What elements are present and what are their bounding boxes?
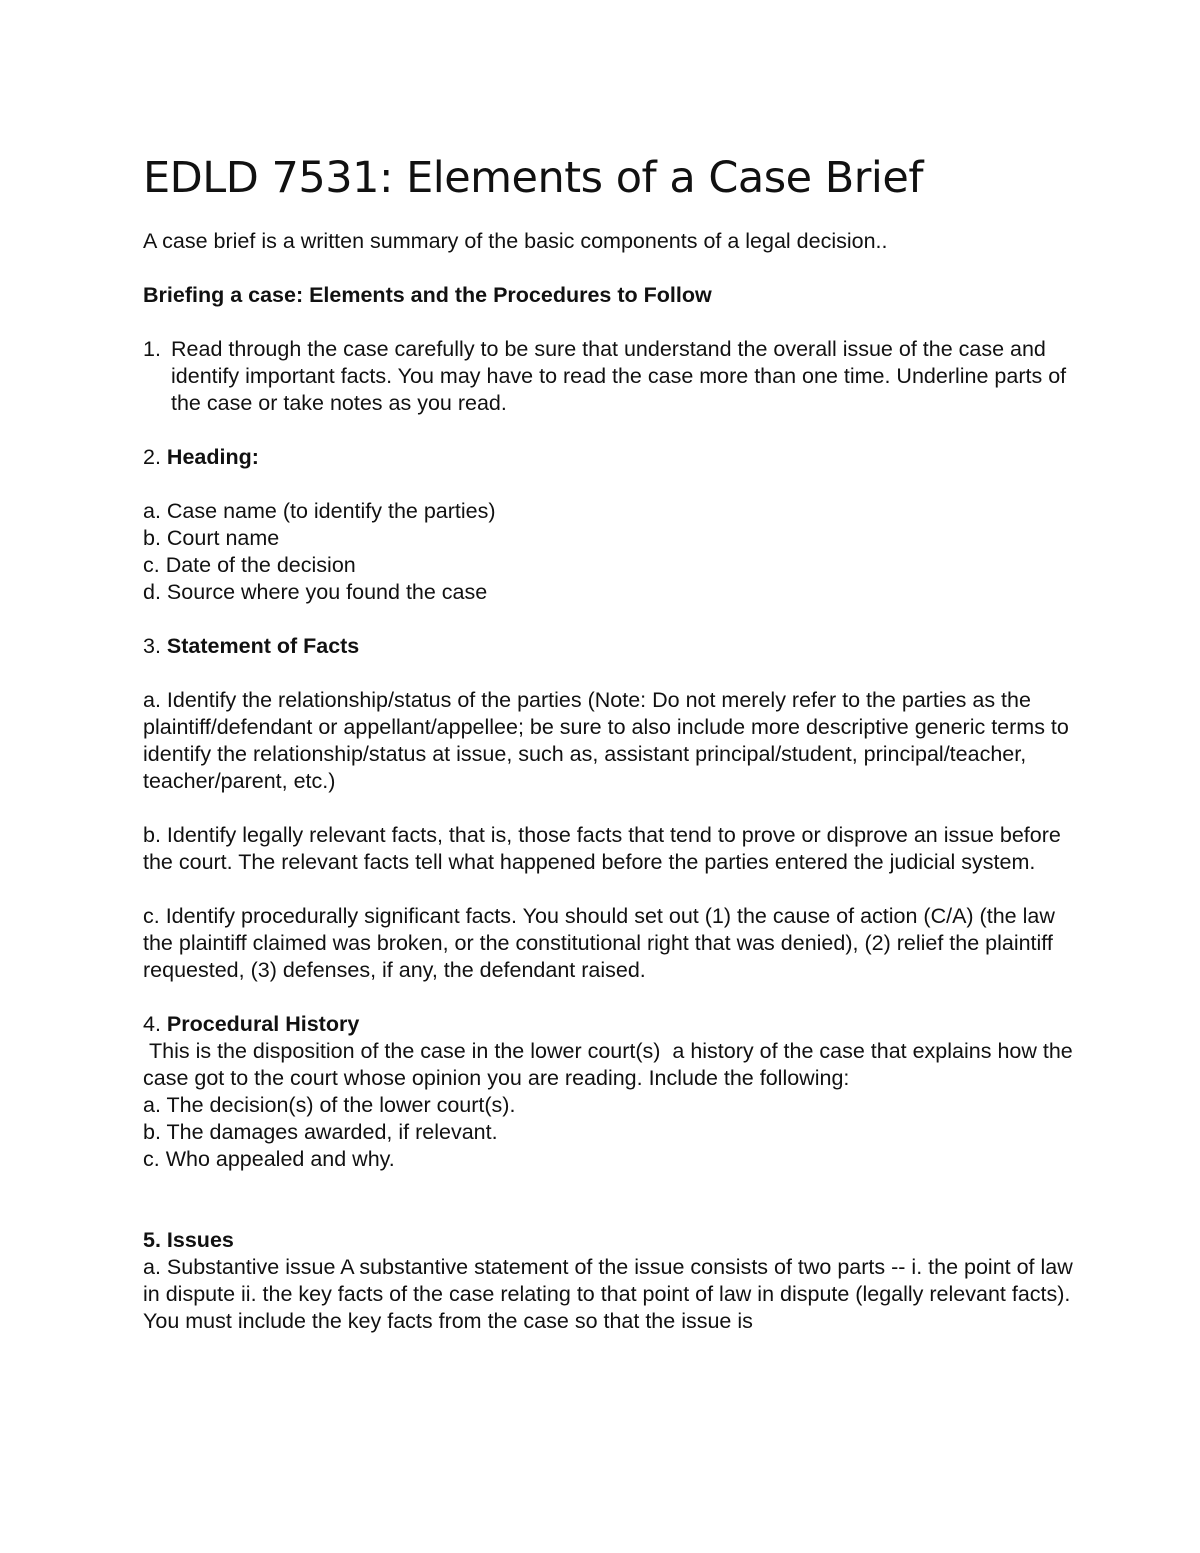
list-item: b. Court name bbox=[143, 526, 280, 550]
list-item: a. The decision(s) of the lower court(s). bbox=[143, 1093, 516, 1117]
facts-section-title bbox=[143, 633, 1073, 660]
intro-text: A case brief is a written summary of the basic components of a legal decision.. bbox=[143, 229, 888, 253]
facts-paragraph-b: b. Identify legally relevant facts, that is, those facts that tend to prove or disprove an issue before the court. The relevant facts tell what happened before the parties entered the judicial system. bbox=[143, 823, 1061, 874]
facts-section-number: 3. bbox=[143, 634, 161, 658]
subtitle: Briefing a case: Elements and the Procedures to Follow bbox=[143, 283, 712, 307]
facts-paragraph-c: c. Identify procedurally significant facts. You should set out (1) the cause of action (C/A) (the law the plaintiff claimed was broken, or the constitutional right that was denied), (2) relief the plaintiff requested, (3) defenses, if any, the defendant raised. bbox=[143, 904, 1055, 982]
step-1-text: Read through the case carefully to be sure that understand the overall issue of the case and identify important facts. You may have to read the case more than one time. Underline parts of the case or take notes as you read. bbox=[171, 337, 1067, 415]
list-item: c. Who appealed and why. bbox=[143, 1147, 395, 1171]
issues-section-title bbox=[143, 1227, 1073, 1254]
issues-section-number: 5. bbox=[143, 1228, 161, 1252]
history-section-number: 4. bbox=[143, 1012, 161, 1036]
heading-section-number: 2. bbox=[143, 445, 161, 469]
issues-section-label: Issues bbox=[166, 1228, 234, 1252]
page-title: EDLD 7531: Elements of a Case Brief bbox=[143, 153, 923, 203]
history-section-label: Procedural History bbox=[166, 1012, 360, 1036]
facts-paragraph-a: a. Identify the relationship/status of the parties (Note: Do not merely refer to the parties as the plaintiff/defendant or appellant/appellee; be sure to also include more descriptive generic terms to identify the relationship/status at issue, such as, assistant principal/student, principal/teacher, teacher/parent, etc.) bbox=[143, 688, 1069, 793]
list-item: c. Date of the decision bbox=[143, 553, 356, 577]
history-section-title bbox=[143, 1011, 1073, 1038]
issues-paragraph-a: a. Substantive issue A substantive statement of the issue consists of two parts -- i. the point of law in dispute ii. the key facts of the case relating to that point of law in dispute (legally relevant facts). You must include the key facts from the case so that the issue is bbox=[143, 1255, 1073, 1333]
history-items bbox=[143, 1092, 1073, 1173]
step-1-number: 1. bbox=[143, 337, 161, 361]
step-1 bbox=[143, 336, 1073, 417]
heading-section-label: Heading: bbox=[166, 445, 259, 469]
document-body bbox=[143, 150, 1079, 1335]
heading-items bbox=[143, 498, 1073, 606]
list-item: b. The damages awarded, if relevant. bbox=[143, 1120, 498, 1144]
list-item: a. Case name (to identify the parties) bbox=[143, 499, 496, 523]
list-item: d. Source where you found the case bbox=[143, 580, 488, 604]
history-intro: This is the disposition of the case in the lower court(s) a history of the case that explains how the case got to the court whose opinion you are reading. Include the following: bbox=[143, 1039, 1079, 1090]
heading-section-title bbox=[143, 444, 1073, 471]
facts-section-label: Statement of Facts bbox=[166, 634, 360, 658]
